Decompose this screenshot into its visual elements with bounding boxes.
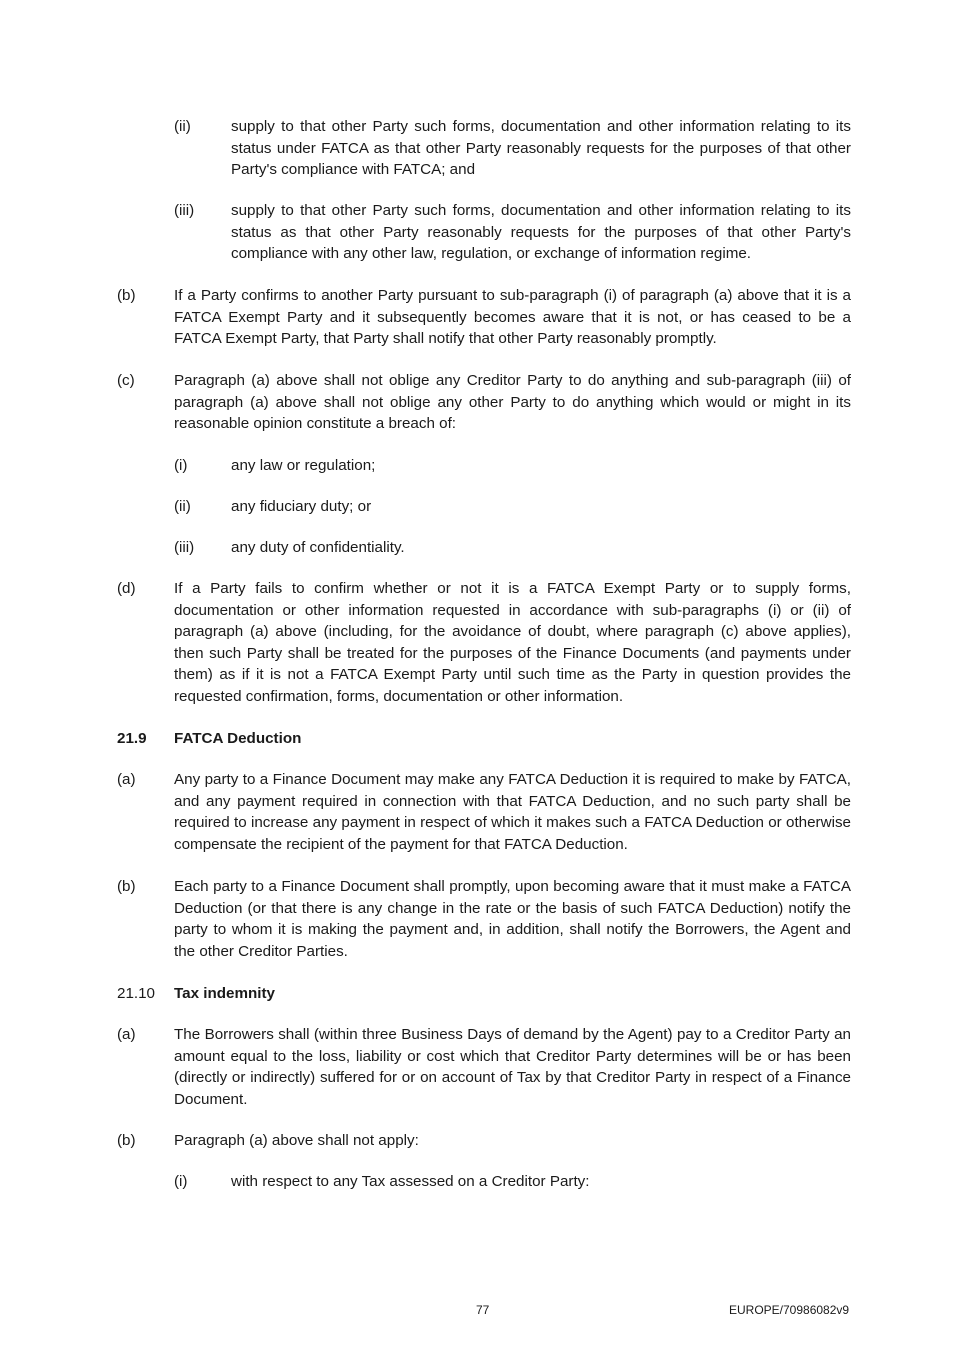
- clause-text: supply to that other Party such forms, documentation and other information relating to its status as that other Party reasonably requests for the purposes of that other Party's compliance with any other law, regulation, or exchange of information regime.: [231, 202, 851, 263]
- clause-label: (a): [117, 771, 136, 788]
- clause-label: (b): [117, 1132, 136, 1149]
- clause-label: (ii): [174, 118, 191, 135]
- page-number: 77: [476, 1303, 490, 1317]
- clause-text: any duty of confidentiality.: [231, 539, 405, 556]
- clause-label: (b): [117, 878, 136, 895]
- section-title: Tax indemnity: [174, 985, 275, 1002]
- section-title: FATCA Deduction: [174, 730, 302, 747]
- clause-text: Any party to a Finance Document may make any FATCA Deduction it is required to make by FATCA, and any payment required in connection with that FATCA Deduction, and no such party shall be required to increase any payment in respect of which it makes such a FATCA Deduction or otherwise compensate the recipient of the payment for that FATCA Deduction.: [174, 771, 851, 853]
- section-number: 21.10: [117, 985, 156, 1002]
- clause-text: If a Party fails to confirm whether or not it is a FATCA Exempt Party or to supply forms, documentation or other information requested in accordance with sub-paragraphs (i) or (ii) of paragraph (a) above (including, for the avoidance of doubt, where paragraph (c) above applies), then such Party shall be treated for the purposes of the Finance Documents (and payments under them) as if it is not a FATCA Exempt Party until such time as the Party in question provides the requested confirmation, forms, documentation or other information.: [174, 580, 851, 705]
- clause-label: (iii): [174, 202, 195, 219]
- clause-label: (ii): [174, 498, 191, 515]
- clause-text: supply to that other Party such forms, documentation and other information relating to its status under FATCA as that other Party reasonably requests for the purposes of that other Party's compliance with FATCA; and: [231, 118, 851, 179]
- clause-text: Paragraph (a) above shall not apply:: [174, 1132, 419, 1149]
- clause-text: Each party to a Finance Document shall promptly, upon becoming aware that it must make a FATCA Deduction (or that there is any change in the rate or the basis of such FATCA Deduction) notify the party to whom it is making the payment and, in addition, shall notify the Borrowers, the Agent and the other Creditor Parties.: [174, 878, 851, 960]
- clause-label: (i): [174, 457, 188, 474]
- clause-label: (a): [117, 1026, 136, 1043]
- clause-text: Paragraph (a) above shall not oblige any Creditor Party to do anything and sub-paragraph (iii) of paragraph (a) above shall not oblige any other Party to do anything which would or might in its reasonable opinion constitute a breach of:: [174, 372, 851, 433]
- clause-text: any fiduciary duty; or: [231, 498, 372, 515]
- clause-text: If a Party confirms to another Party pursuant to sub-paragraph (i) of paragraph (a) above that it is a FATCA Exempt Party and it subsequently becomes aware that it is not, or has ceased to be a FATCA Exempt Party, that Party shall notify that other Party reasonably promptly.: [174, 287, 851, 348]
- clause-label: (c): [117, 372, 135, 389]
- clause-text: any law or regulation;: [231, 457, 376, 474]
- clause-text: with respect to any Tax assessed on a Creditor Party:: [231, 1173, 590, 1190]
- clause-label: (b): [117, 287, 136, 304]
- section-number: 21.9: [117, 730, 147, 747]
- document-reference: EUROPE/70986082v9: [729, 1303, 850, 1317]
- clause-text: The Borrowers shall (within three Business Days of demand by the Agent) pay to a Creditor Party an amount equal to the loss, liability or cost which that Creditor Party determines will be or has been (directly or indirectly) suffered for or on account of Tax by that Creditor Party in respect of a Finance Document.: [174, 1026, 851, 1108]
- clause-label: (i): [174, 1173, 188, 1190]
- clause-label: (d): [117, 580, 136, 597]
- clause-label: (iii): [174, 539, 195, 556]
